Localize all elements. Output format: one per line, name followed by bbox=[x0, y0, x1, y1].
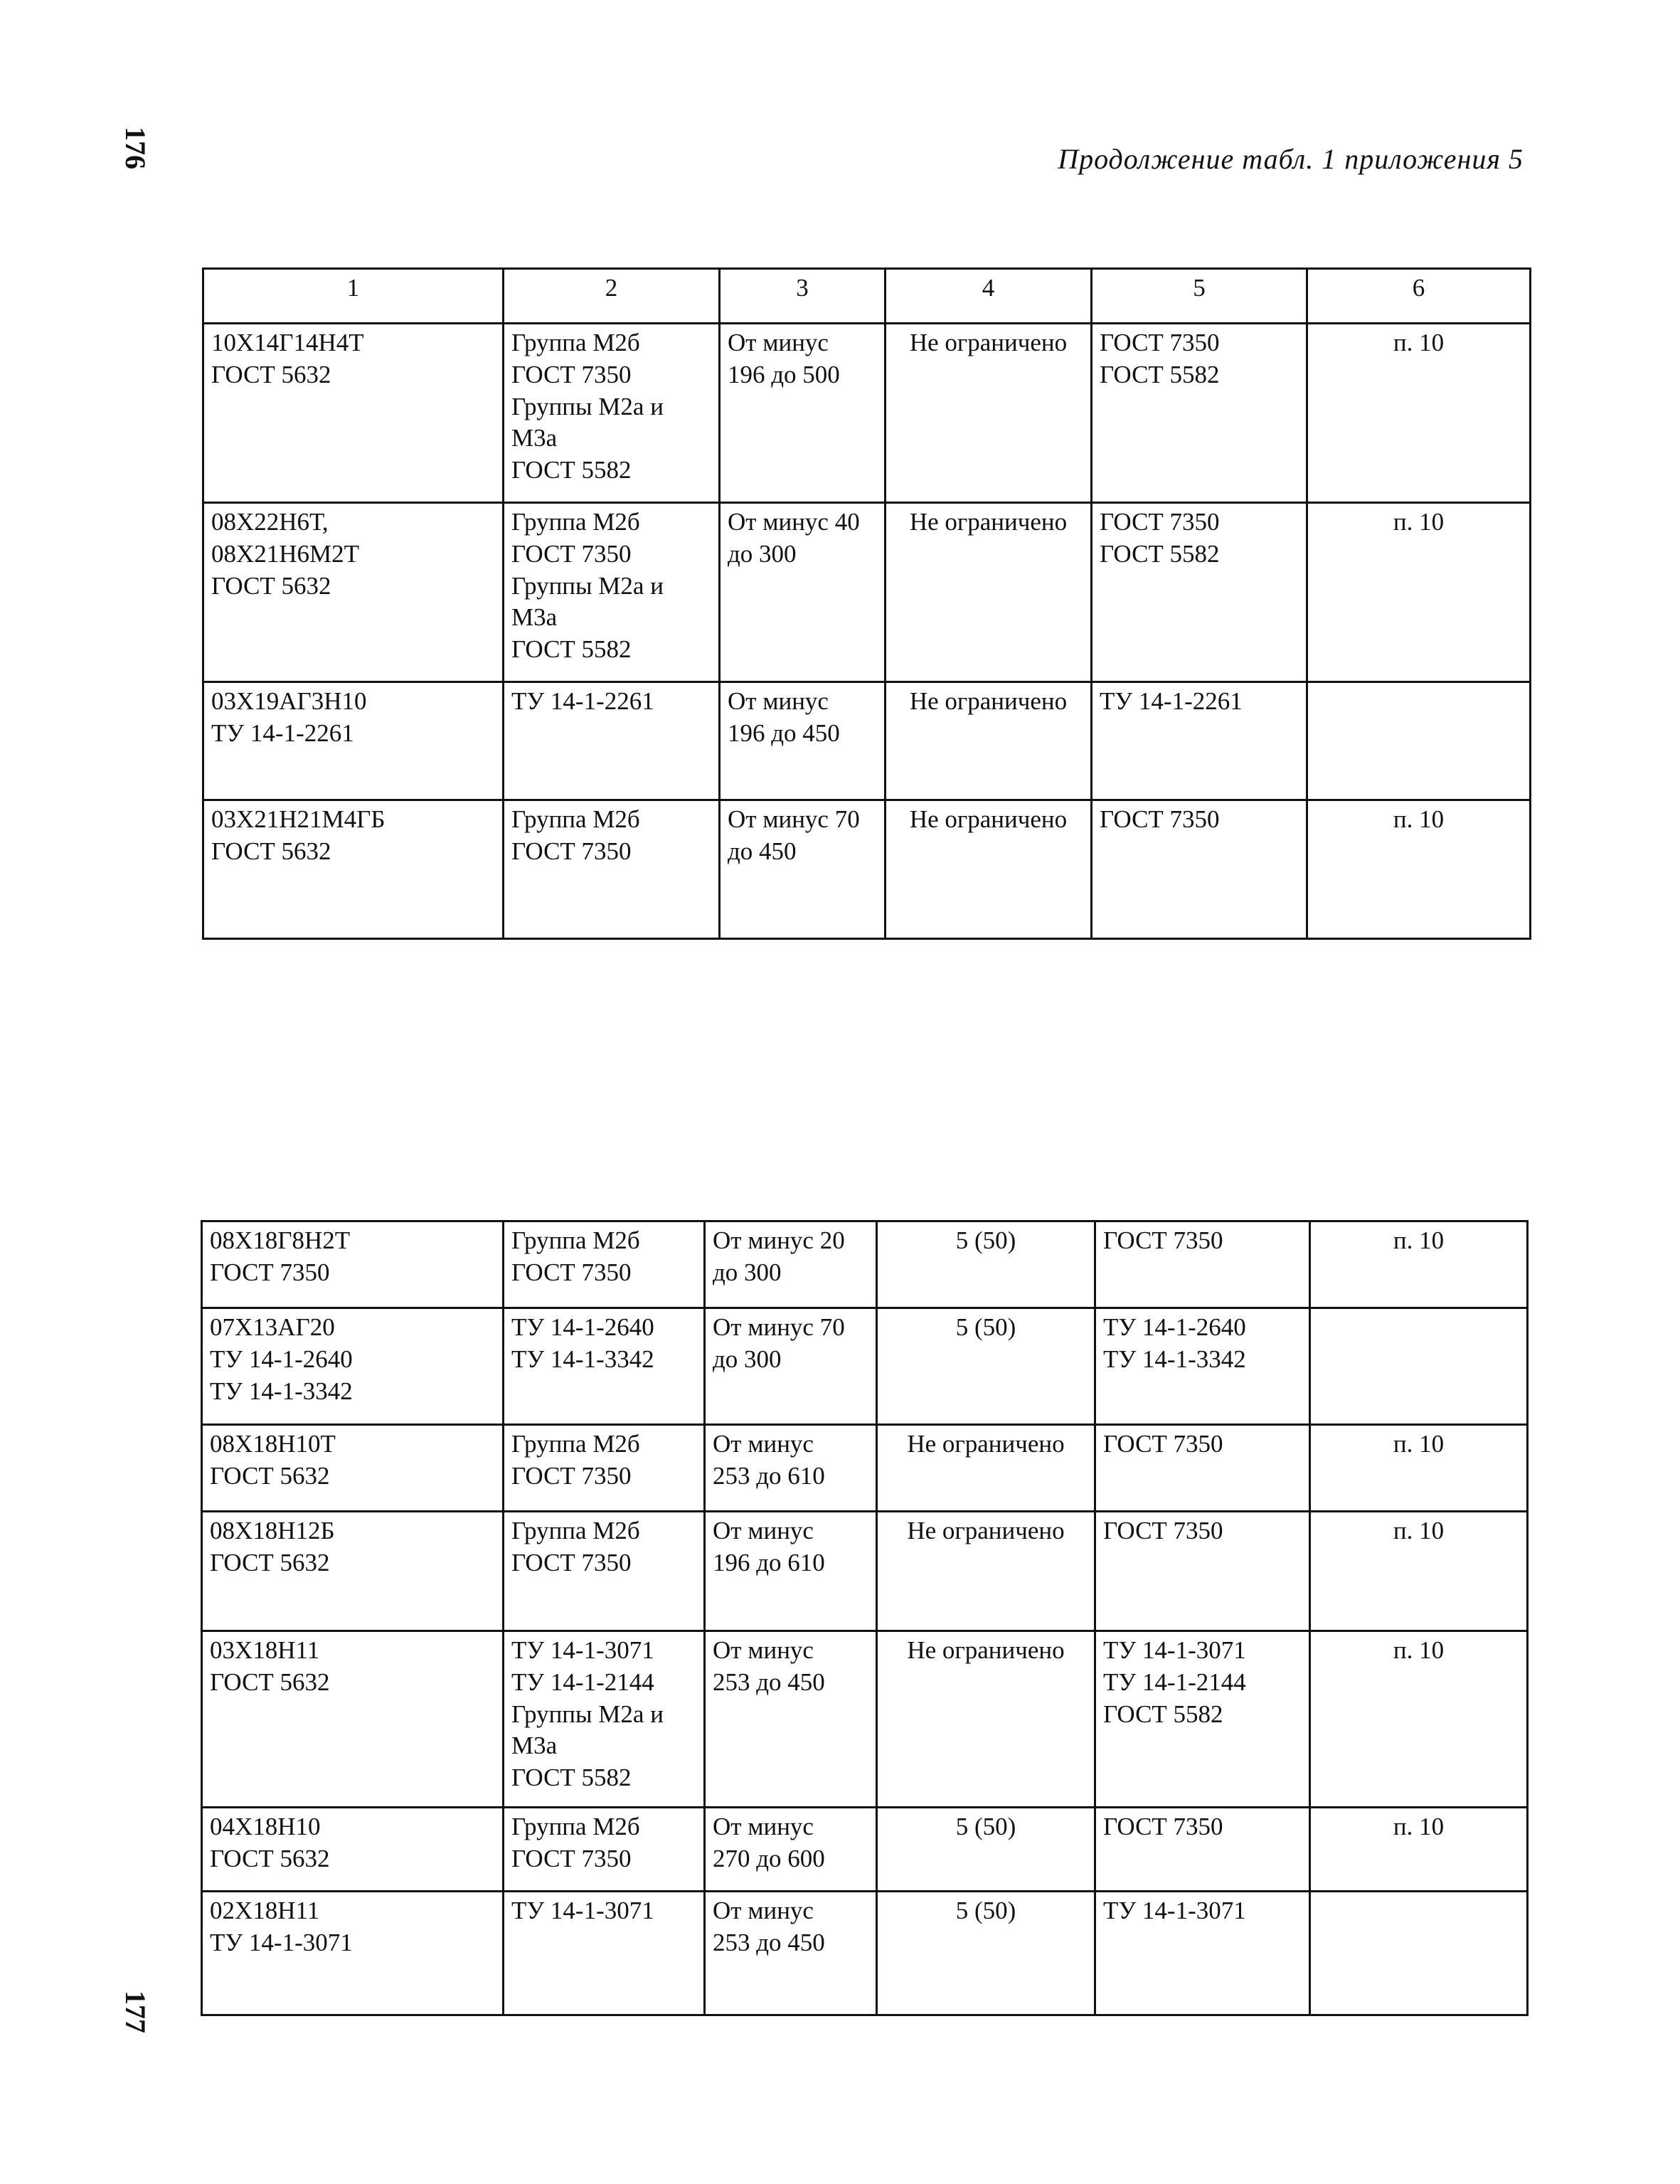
cell-line: 03Х18Н11 bbox=[210, 1636, 320, 1664]
cell-line: ГОСТ 5632 bbox=[210, 1461, 330, 1490]
cell-line: 08Х18Н10Т bbox=[210, 1430, 336, 1458]
cell-col-4 bbox=[877, 1808, 1095, 1892]
cell-line: От минус bbox=[713, 1636, 814, 1664]
cell-line: ГОСТ 5582 bbox=[511, 635, 632, 664]
cell-line: ГОСТ 5632 bbox=[210, 1668, 330, 1696]
cell-line: ГОСТ 7350 bbox=[511, 1461, 632, 1490]
cell-line: 08Х21Н6М2Т bbox=[211, 539, 360, 568]
cell-line: 196 до 450 bbox=[728, 719, 840, 747]
cell-col-4 bbox=[877, 1308, 1095, 1425]
cell-line: От минус bbox=[713, 1813, 814, 1840]
cell-text: Не ограничено bbox=[909, 329, 1068, 356]
cell-text: 5 (50) bbox=[955, 1897, 1016, 1924]
table-row bbox=[202, 1425, 1528, 1512]
cell-col-1 bbox=[203, 503, 504, 682]
cell-col-2 bbox=[504, 1308, 705, 1425]
cell-line: 253 до 450 bbox=[713, 1668, 825, 1696]
cell-line: ГОСТ 7350 bbox=[511, 1844, 632, 1872]
cell-col-6 bbox=[1307, 682, 1531, 800]
cell-line: М3а bbox=[511, 1732, 558, 1760]
cell-line: Группы М2а и bbox=[511, 1700, 664, 1728]
cell-line: От минус bbox=[713, 1897, 814, 1924]
header-cell: 6 bbox=[1307, 269, 1531, 324]
cell-line: 253 до 450 bbox=[713, 1928, 825, 1956]
cell-line: ТУ 14-1-2261 bbox=[511, 687, 654, 715]
header-cell: 5 bbox=[1092, 269, 1307, 324]
cell-col-4 bbox=[877, 1425, 1095, 1512]
cell-line: ТУ 14-1-2261 bbox=[1100, 687, 1243, 715]
cell-line: ТУ 14-1-3071 bbox=[511, 1636, 654, 1664]
cell-line: ГОСТ 7350 bbox=[1100, 508, 1220, 536]
cell-col-2 bbox=[504, 800, 720, 939]
cell-col-4 bbox=[886, 324, 1092, 503]
cell-line: Группа М2б bbox=[511, 1517, 640, 1544]
header-cell: 3 bbox=[720, 269, 886, 324]
table-row bbox=[202, 1512, 1528, 1631]
cell-col-2 bbox=[504, 1631, 705, 1808]
cell-text: п. 10 bbox=[1393, 1517, 1445, 1544]
header-cell: 2 bbox=[504, 269, 720, 324]
cell-line: Группа М2б bbox=[511, 1813, 640, 1840]
cell-col-4 bbox=[877, 1631, 1095, 1808]
cell-text: Не ограничено bbox=[909, 805, 1068, 833]
cell-col-2 bbox=[504, 1425, 705, 1512]
cell-col-6 bbox=[1307, 324, 1531, 503]
cell-text: Не ограничено bbox=[907, 1636, 1065, 1664]
cell-col-2 bbox=[504, 324, 720, 503]
cell-line: 196 до 500 bbox=[728, 360, 840, 388]
cell-col-2 bbox=[504, 682, 720, 800]
materials-table-top bbox=[202, 267, 1531, 940]
cell-col-3 bbox=[705, 1221, 877, 1308]
cell-col-1 bbox=[202, 1425, 504, 1512]
table-row bbox=[202, 1892, 1528, 2015]
cell-line: Группы М2а и bbox=[511, 571, 664, 600]
cell-col-1 bbox=[202, 1808, 504, 1892]
cell-line: 08Х18Г8Н2Т bbox=[210, 1226, 351, 1254]
cell-text: п. 10 bbox=[1393, 1226, 1445, 1254]
cell-col-6 bbox=[1310, 1425, 1528, 1512]
cell-line: ГОСТ 7350 bbox=[511, 360, 632, 388]
cell-text: Не ограничено bbox=[907, 1517, 1065, 1544]
cell-line: 270 до 600 bbox=[713, 1844, 825, 1872]
cell-col-6 bbox=[1310, 1308, 1528, 1425]
cell-text: Не ограничено bbox=[909, 508, 1068, 536]
cell-line: От минус bbox=[728, 687, 829, 715]
cell-line: ГОСТ 5632 bbox=[210, 1548, 330, 1576]
cell-line: Группы М2а и bbox=[511, 392, 664, 420]
cell-col-6 bbox=[1307, 503, 1531, 682]
cell-line: 196 до 610 bbox=[713, 1548, 825, 1576]
cell-col-3 bbox=[705, 1631, 877, 1808]
cell-line: ТУ 14-1-3071 bbox=[210, 1928, 353, 1956]
cell-line: От минус 70 bbox=[713, 1313, 845, 1341]
cell-line: ГОСТ 5582 bbox=[1103, 1700, 1223, 1728]
cell-col-2 bbox=[504, 1512, 705, 1631]
cell-col-5 bbox=[1095, 1221, 1310, 1308]
cell-text: Не ограничено bbox=[909, 687, 1068, 715]
table-row bbox=[203, 324, 1531, 503]
cell-line: ГОСТ 7350 bbox=[210, 1258, 330, 1286]
cell-col-3 bbox=[705, 1892, 877, 2015]
cell-col-6 bbox=[1307, 800, 1531, 939]
cell-col-3 bbox=[705, 1308, 877, 1425]
cell-line: Группа М2б bbox=[511, 805, 640, 833]
cell-text: 5 (50) bbox=[955, 1226, 1016, 1254]
table-row bbox=[202, 1221, 1528, 1308]
cell-text: 5 (50) bbox=[955, 1813, 1016, 1840]
cell-col-2 bbox=[504, 1808, 705, 1892]
cell-text: п. 10 bbox=[1393, 1813, 1445, 1840]
cell-line: Группа М2б bbox=[511, 508, 640, 536]
cell-col-5 bbox=[1095, 1631, 1310, 1808]
cell-line: ТУ 14-1-2144 bbox=[511, 1668, 654, 1696]
cell-line: ГОСТ 5632 bbox=[211, 360, 331, 388]
materials-table-bottom bbox=[201, 1220, 1529, 2016]
cell-col-4 bbox=[877, 1221, 1095, 1308]
header-cell: 4 bbox=[886, 269, 1092, 324]
cell-text: 5 (50) bbox=[955, 1313, 1016, 1341]
cell-col-1 bbox=[202, 1631, 504, 1808]
cell-line: ГОСТ 7350 bbox=[1100, 805, 1220, 833]
cell-line: ГОСТ 7350 bbox=[511, 837, 632, 865]
cell-line: ТУ 14-1-3342 bbox=[1103, 1345, 1246, 1373]
cell-line: ГОСТ 5632 bbox=[211, 837, 331, 865]
cell-col-5 bbox=[1095, 1808, 1310, 1892]
cell-col-4 bbox=[886, 682, 1092, 800]
cell-line: 10Х14Г14Н4Т bbox=[211, 329, 364, 356]
cell-line: ГОСТ 5582 bbox=[511, 456, 632, 484]
cell-line: 02Х18Н11 bbox=[210, 1897, 320, 1924]
table-row bbox=[203, 682, 1531, 800]
cell-line: ТУ 14-1-2261 bbox=[211, 719, 354, 747]
cell-line: ТУ 14-1-3071 bbox=[1103, 1636, 1246, 1664]
cell-line: ТУ 14-1-3071 bbox=[1103, 1897, 1246, 1924]
cell-line: 04Х18Н10 bbox=[210, 1813, 321, 1840]
cell-col-1 bbox=[202, 1308, 504, 1425]
cell-line: ТУ 14-1-3342 bbox=[210, 1377, 353, 1405]
cell-line: ТУ 14-1-2144 bbox=[1103, 1668, 1246, 1696]
cell-line: ТУ 14-1-3342 bbox=[511, 1345, 654, 1373]
cell-col-6 bbox=[1310, 1221, 1528, 1308]
cell-col-5 bbox=[1095, 1308, 1310, 1425]
cell-col-4 bbox=[877, 1512, 1095, 1631]
cell-line: ГОСТ 5582 bbox=[511, 1764, 632, 1792]
header-cell: 1 bbox=[203, 269, 504, 324]
cell-line: М3а bbox=[511, 603, 558, 632]
cell-line: Группа М2б bbox=[511, 1226, 640, 1254]
cell-line: От минус 20 bbox=[713, 1226, 845, 1254]
cell-col-1 bbox=[202, 1221, 504, 1308]
table-row bbox=[202, 1808, 1528, 1892]
cell-line: ТУ 14-1-2640 bbox=[210, 1345, 353, 1373]
cell-line: 08Х18Н12Б bbox=[210, 1517, 335, 1544]
table-row bbox=[202, 1631, 1528, 1808]
cell-col-3 bbox=[705, 1808, 877, 1892]
cell-col-1 bbox=[202, 1512, 504, 1631]
cell-line: ГОСТ 7350 bbox=[511, 1258, 632, 1286]
cell-col-1 bbox=[203, 800, 504, 939]
cell-line: От минус bbox=[713, 1430, 814, 1458]
cell-line: ГОСТ 5582 bbox=[1100, 539, 1220, 568]
cell-col-5 bbox=[1095, 1425, 1310, 1512]
cell-col-1 bbox=[202, 1892, 504, 2015]
cell-col-2 bbox=[504, 1221, 705, 1308]
cell-line: Группа М2б bbox=[511, 329, 640, 356]
cell-line: От минус 70 bbox=[728, 805, 860, 833]
cell-line: ГОСТ 7350 bbox=[1103, 1517, 1223, 1544]
cell-col-4 bbox=[886, 503, 1092, 682]
cell-line: От минус bbox=[728, 329, 829, 356]
table-row bbox=[203, 503, 1531, 682]
cell-line: ГОСТ 7350 bbox=[511, 1548, 632, 1576]
cell-col-5 bbox=[1092, 503, 1307, 682]
cell-line: 253 до 610 bbox=[713, 1461, 825, 1490]
cell-line: до 300 bbox=[728, 539, 797, 568]
cell-line: ГОСТ 5582 bbox=[1100, 360, 1220, 388]
cell-col-2 bbox=[504, 1892, 705, 2015]
cell-text: Не ограничено bbox=[907, 1430, 1065, 1458]
cell-col-5 bbox=[1092, 800, 1307, 939]
table-row bbox=[202, 1308, 1528, 1425]
cell-line: ГОСТ 7350 bbox=[1103, 1813, 1223, 1840]
cell-col-1 bbox=[203, 682, 504, 800]
cell-line: 03Х21Н21М4ГБ bbox=[211, 805, 386, 833]
cell-col-5 bbox=[1092, 324, 1307, 503]
cell-line: ТУ 14-1-2640 bbox=[1103, 1313, 1246, 1341]
cell-text: п. 10 bbox=[1393, 329, 1445, 356]
cell-line: От минус bbox=[713, 1517, 814, 1544]
cell-col-5 bbox=[1095, 1512, 1310, 1631]
cell-col-5 bbox=[1095, 1892, 1310, 2015]
cell-col-3 bbox=[705, 1425, 877, 1512]
cell-line: до 300 bbox=[713, 1258, 782, 1286]
cell-col-6 bbox=[1310, 1892, 1528, 2015]
cell-col-3 bbox=[720, 324, 886, 503]
cell-line: Группа М2б bbox=[511, 1430, 640, 1458]
cell-line: ГОСТ 7350 bbox=[511, 539, 632, 568]
cell-text: п. 10 bbox=[1393, 508, 1445, 536]
cell-line: От минус 40 bbox=[728, 508, 860, 536]
cell-text: п. 10 bbox=[1393, 1430, 1445, 1458]
page-number-bottom: 177 bbox=[119, 1990, 151, 2033]
table-row bbox=[203, 800, 1531, 939]
cell-col-3 bbox=[720, 503, 886, 682]
cell-line: ГОСТ 7350 bbox=[1103, 1226, 1223, 1254]
cell-line: ТУ 14-1-3071 bbox=[511, 1897, 654, 1924]
table-header-row bbox=[203, 269, 1531, 324]
cell-col-3 bbox=[720, 682, 886, 800]
cell-line: до 450 bbox=[728, 837, 797, 865]
cell-line: ГОСТ 7350 bbox=[1100, 329, 1220, 356]
cell-col-4 bbox=[886, 800, 1092, 939]
cell-col-3 bbox=[720, 800, 886, 939]
cell-col-1 bbox=[203, 324, 504, 503]
cell-text: п. 10 bbox=[1393, 1636, 1445, 1664]
cell-line: ГОСТ 5632 bbox=[211, 571, 331, 600]
cell-line: до 300 bbox=[713, 1345, 782, 1373]
cell-col-6 bbox=[1310, 1631, 1528, 1808]
cell-line: ТУ 14-1-2640 bbox=[511, 1313, 654, 1341]
cell-line: ГОСТ 7350 bbox=[1103, 1430, 1223, 1458]
cell-col-3 bbox=[705, 1512, 877, 1631]
cell-line: 03Х19АГ3Н10 bbox=[211, 687, 367, 715]
cell-col-2 bbox=[504, 503, 720, 682]
cell-col-4 bbox=[877, 1892, 1095, 2015]
cell-col-5 bbox=[1092, 682, 1307, 800]
cell-text: п. 10 bbox=[1393, 805, 1445, 833]
cell-col-6 bbox=[1310, 1512, 1528, 1631]
cell-line: ГОСТ 5632 bbox=[210, 1844, 330, 1872]
cell-line: 07Х13АГ20 bbox=[210, 1313, 335, 1341]
cell-col-6 bbox=[1310, 1808, 1528, 1892]
cell-line: М3а bbox=[511, 424, 558, 452]
page-number-top: 176 bbox=[119, 127, 151, 169]
table-caption: Продолжение табл. 1 приложения 5 bbox=[1058, 143, 1524, 175]
cell-line: 08Х22Н6Т, bbox=[211, 508, 329, 536]
